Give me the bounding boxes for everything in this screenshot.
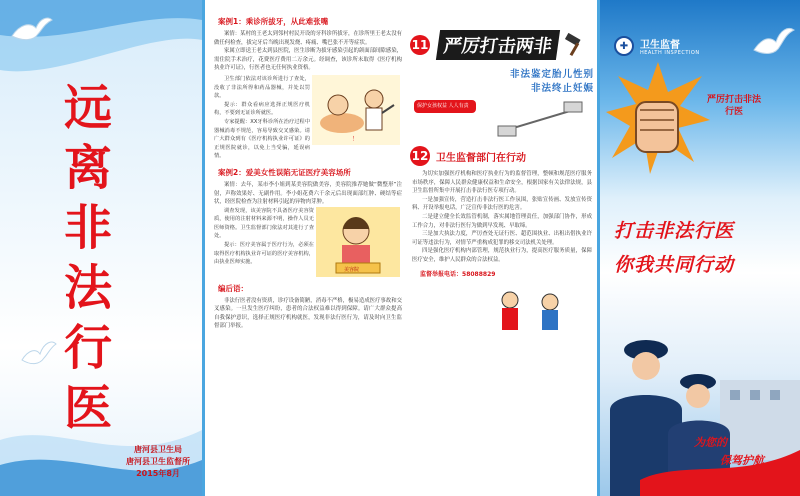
starburst-icon [606,62,710,174]
title-char: 行 [63,320,112,376]
logo-text: 卫生监督 [640,40,680,51]
cases-column [212,10,404,490]
case1-paragraph: 专家提醒：XX牙科诊所在治疗过程中器械消毒不规范，容易导致交叉感染。请广大群众到有《医疗机构执业许可证》的正规医院就诊，以免上当受骗，延误病情。 [214,118,310,160]
remarks-paragraph: 非法行医者没有资质，诊疗设备简陋，消毒不严格，极易造成医疗事故和交叉感染。一旦发生医疗纠纷，患者的合法权益难以得到保障。请广大群众提高自我保护意识，选择正规医疗机构就医，发现非法行医行为，请及时向卫生监督部门举报。 [214,297,402,330]
publish-date: 2015年8月 [136,469,180,478]
logo-english-text: HEALTH INSPECTION [640,50,700,56]
dove-icon [18,336,58,370]
dove-icon [750,24,796,64]
svg-text:美容院: 美容院 [344,266,360,273]
case2-paragraph: 调查发现，该美容院不具备医疗美容资质，使用的注射材料来源不明，操作人员无医师资格。卫生监督部门依法对其进行了查处。 [214,207,314,240]
report-hotline [420,269,594,278]
slogan-line: 打击非法行医 [614,220,735,242]
publisher-line: 唐河县卫生局 [134,445,182,454]
protect-girls-bubble: 保护女孩权益 人人有责 [414,100,476,113]
case1-paragraph: 案情：某村的王老太到邻村村民开设的牙科诊所拔牙，在诊所里王老太没有做任何检查，拔完牙后当晚出现发烧、疼痛、嘴巴张不开等症状。 [214,31,402,46]
campaign-column [410,10,594,490]
section11-subtitle: 非法鉴定胎儿性别 [509,69,594,80]
case2-heading: 案例2：爱美女性误陷无证医疗美容场所 [218,167,351,177]
left-cover-panel [0,0,202,496]
cartoon-figures-illustration [410,284,594,342]
dove-icon [8,14,54,48]
dental-cartoon-illustration [312,75,400,145]
section12-paragraph: 三是加大执法力度，严厉查处无证行医、超范围执业、出租出借执业许可证等违法行为，对情节严重构成犯罪的移交司法机关处理。 [412,231,592,246]
title-char: 离 [63,140,112,196]
right-back-panel [600,0,800,496]
case1-paragraph: 卫生部门依法对该诊所进行了查处，没收了非法所得和药品器械，并处以罚款。 [214,75,310,100]
health-inspection-logo-icon: ✚ [614,36,634,56]
hotline-number: 58088829 [462,270,496,278]
title-char: 远 [63,80,112,136]
case2-paragraph: 案情：去年，某市李小姐到某美容院做美容，美容院推荐她做“微整形”注射，声称效果好、无副作用。李小姐花费六千余元后出现面部红肿、硬结等症状，经医院检查为注射材料引起的异物肉芽肿。 [214,181,402,206]
beauty-cartoon-illustration [316,207,400,277]
section-number-badge: 11 [410,35,430,55]
slogan-line: 你我共同行动 [614,254,735,276]
title-char: 医 [63,380,112,436]
section-number-badge: 12 [410,146,430,166]
title-char: 法 [63,260,112,316]
section11-title: 严厉打击两非 [436,30,560,60]
scale-illustration [490,98,590,138]
hotline-label: 监督举报电话： [420,270,463,278]
burst-slogan: 严厉打击非法行医 [706,95,761,117]
case1-paragraph: 提示：群众看病应选择正规医疗机构，不要到无证诊所就医。 [214,101,310,117]
section12-paragraph: 四是强化医疗机构内部管理，规范执业行为，提高医疗服务质量，保障医疗安全，维护人民群众的合法权益。 [412,248,592,263]
gavel-icon [562,32,588,58]
svg-text:！: ！ [352,135,359,143]
publisher-footer [118,444,198,480]
section12-paragraph: 二是建立健全长效监管机制，落实属地管理责任，加强部门协作，形成工作合力，对非法行医行为做到早发现、早取缔。 [412,213,592,229]
section12-paragraph: 一是加强宣传，营造打击非法行医工作氛围，张贴宣传画、发放宣传资料、开设举报电话，广泛宣传非法行医的危害。 [412,196,592,212]
case2-paragraph: 提示：医疗美容属于医疗行为，必须在取得医疗机构执业许可证的医疗美容机构，由执业医师实施。 [214,242,314,266]
title-char: 非 [63,200,112,256]
inspectors-illustration [600,330,800,496]
publisher-line: 唐河县卫生监督所 [126,457,190,466]
section12-title: 卫生监督部门在行动 [436,152,526,164]
badge-text: 保驾护航 [720,454,764,467]
section12-paragraph: 为切实加强医疗机构和医疗执业行为的监督管理，整顿和规范医疗服务市场秩序，保障人民群众健康权益和生命安全，根据国家有关法律法规，县卫生监督所集中开展打击非法行医专项行动。 [412,171,592,195]
section11-subtitle: 非法终止妊娠 [530,83,594,94]
remarks-heading: 编后语： [218,283,248,293]
case1-paragraph: 家属立即送王老太到县医院，医生诊断为拔牙感染引起的颌面部间隙感染，需住院手术治疗，花费医疗费用二万余元。经调查，该诊所未取得《医疗机构执业许可证》，行医者也无任何执业资格。 [214,48,402,72]
case1-heading: 案例1：乘诊所拔牙，从此难张嘴 [218,17,329,26]
inside-panel [202,0,600,496]
badge-text: 为您的 [694,436,727,449]
